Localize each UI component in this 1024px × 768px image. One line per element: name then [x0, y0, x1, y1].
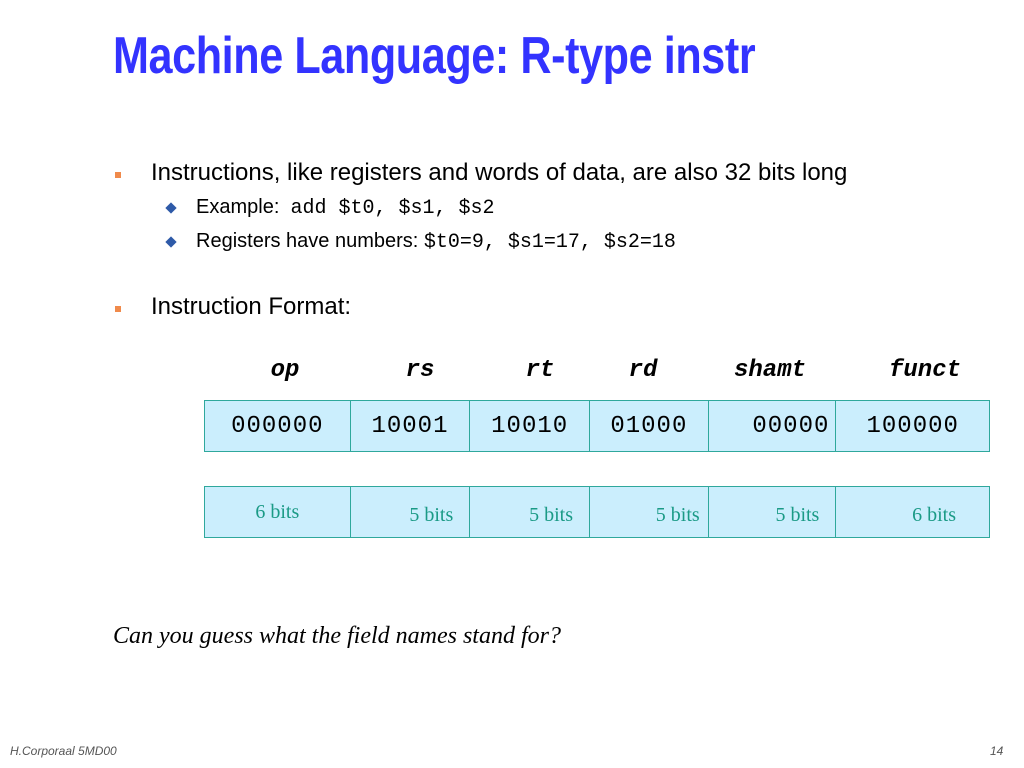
- binary-cell-rs: [351, 401, 471, 451]
- binary-cell-rd: [590, 401, 709, 451]
- example-code: add $t0, $s1, $s2: [290, 197, 495, 220]
- binary-op: 000000: [231, 412, 324, 440]
- binary-cell-shamt: [709, 401, 837, 451]
- field-name-rs: rs: [405, 357, 435, 384]
- bullet-diamond-icon: [165, 202, 176, 213]
- sub-bullet-registers: [196, 230, 676, 254]
- field-name-op: op: [270, 357, 300, 384]
- binary-cell-op: [205, 401, 351, 451]
- field-name-shamt: shamt: [733, 357, 806, 384]
- binary-funct: 100000: [866, 412, 959, 440]
- bits-rd: 5 bits: [655, 503, 700, 526]
- registers-label: Registers have numbers:: [196, 230, 419, 252]
- binary-cell-funct: [836, 401, 989, 451]
- bits-cell-rd: [590, 487, 709, 537]
- field-name-funct: funct: [888, 357, 961, 384]
- bullet-instructions: Instructions, like registers and words of data, are also 32 bits long: [151, 159, 848, 186]
- bits-cell-rt: [470, 487, 590, 537]
- question-text: Can you guess what the field names stand for?: [113, 623, 561, 649]
- bits-cell-op: [205, 487, 351, 537]
- binary-rt: 10010: [491, 412, 569, 440]
- bits-shamt: 5 bits: [775, 503, 820, 526]
- binary-rs: 10001: [371, 412, 449, 440]
- bits-op: 6 bits: [255, 501, 300, 523]
- footer-author: H.Corporaal 5MD00: [10, 744, 117, 758]
- page-number: 14: [990, 744, 1004, 758]
- binary-shamt: 00000: [752, 412, 830, 440]
- bullet-instruction-format: Instruction Format:: [151, 293, 352, 320]
- bits-funct: 6 bits: [912, 503, 956, 526]
- binary-cell-rt: [470, 401, 590, 451]
- bits-rt: 5 bits: [529, 503, 573, 526]
- slide-title: Machine Language: R-type instr: [113, 27, 756, 85]
- field-name-rt: rt: [525, 357, 555, 384]
- example-label: Example:: [196, 196, 280, 218]
- registers-code: $t0=9, $s1=17, $s2=18: [423, 231, 676, 254]
- sub-bullet-example: [196, 196, 495, 220]
- bits-cell-funct: [836, 487, 989, 537]
- bullet-square-icon: [115, 306, 121, 312]
- bullet-square-icon: [115, 172, 121, 178]
- binary-rd: 01000: [610, 412, 688, 440]
- bits-cell-shamt: [709, 487, 837, 537]
- bits-cell-rs: [351, 487, 471, 537]
- bits-rs: 5 bits: [409, 503, 454, 526]
- bit-width-row: [204, 486, 990, 538]
- field-name-rd: rd: [628, 357, 658, 384]
- binary-encoding-row: [204, 400, 990, 452]
- bullet-diamond-icon: [165, 236, 176, 247]
